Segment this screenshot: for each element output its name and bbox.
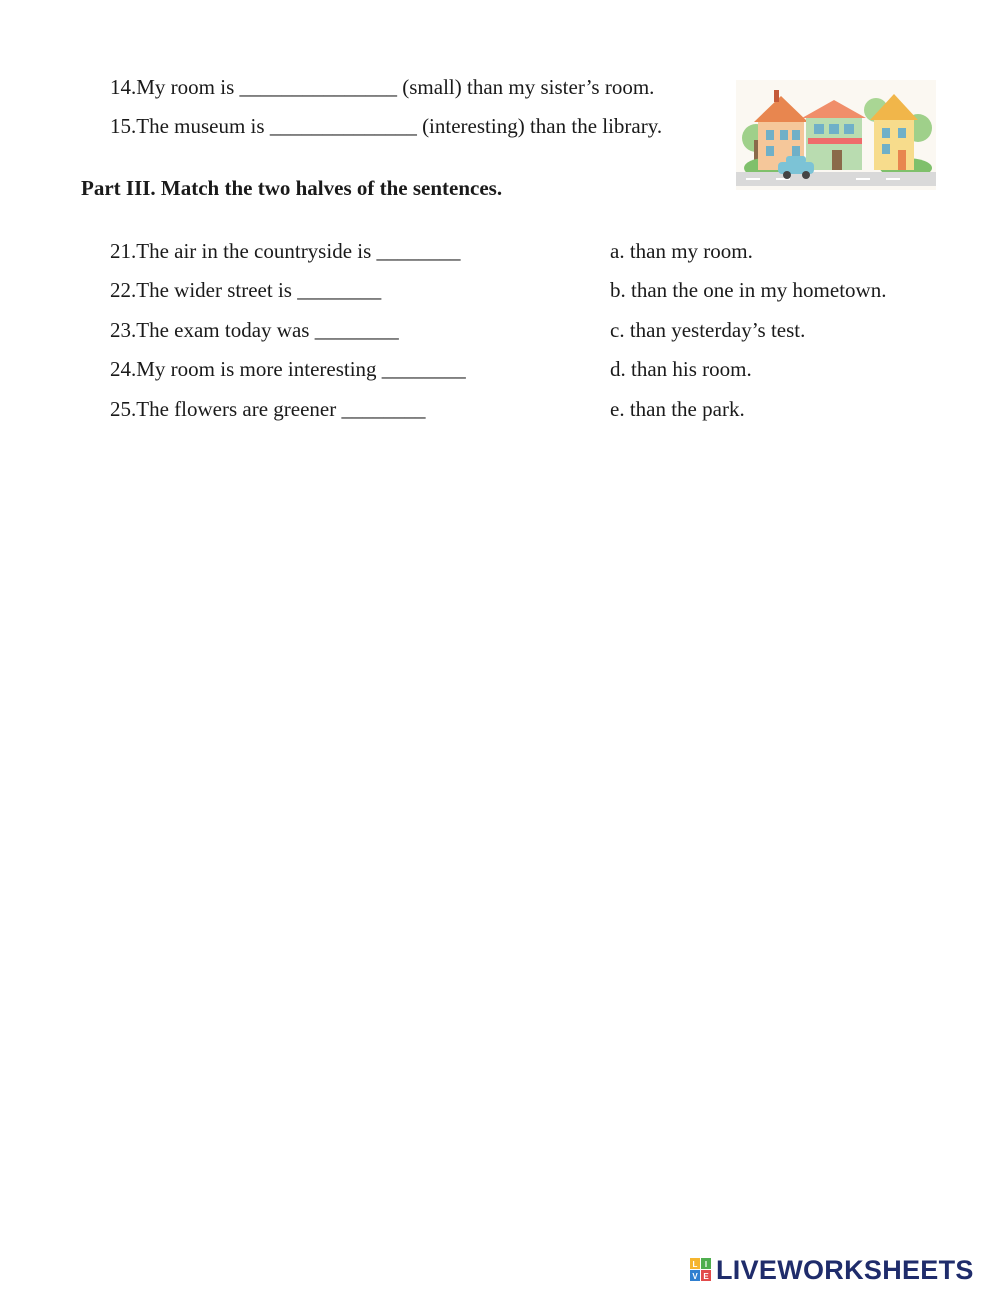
match-left-item-25: 25.The flowers are greener ________ bbox=[110, 397, 426, 421]
fill-in-item-14: 14.My room is _______________ (small) than my sister’s room. bbox=[110, 75, 655, 99]
fill-in-item-15: 15.The museum is ______________ (interesting) than the library. bbox=[110, 114, 663, 138]
match-left-item-24: 24.My room is more interesting ________ bbox=[110, 357, 466, 381]
match-right-item-d: d. than his room. bbox=[610, 357, 752, 381]
match-right-item-e: e. than the park. bbox=[610, 397, 745, 421]
liveworksheets-logo-icon bbox=[690, 1258, 712, 1282]
svg-text:V: V bbox=[692, 1272, 698, 1281]
svg-text:I: I bbox=[704, 1260, 708, 1269]
svg-text:E: E bbox=[703, 1272, 709, 1281]
match-right-item-c: c. than yesterday’s test. bbox=[610, 318, 806, 342]
match-right-item-a: a. than my room. bbox=[610, 239, 753, 263]
part3-heading: Part III. Match the two halves of the sentences. bbox=[81, 176, 503, 200]
match-left-item-23: 23.The exam today was ________ bbox=[110, 318, 399, 342]
match-left-item-22: 22.The wider street is ________ bbox=[110, 278, 382, 302]
liveworksheets-wordmark: LIVEWORKSHEETS bbox=[716, 1254, 974, 1285]
svg-text:L: L bbox=[692, 1260, 698, 1269]
match-right-item-b: b. than the one in my hometown. bbox=[610, 278, 887, 302]
liveworksheets-logo bbox=[690, 1255, 974, 1285]
town-houses-illustration bbox=[736, 80, 936, 190]
match-left-item-21: 21.The air in the countryside is ________ bbox=[110, 239, 461, 263]
